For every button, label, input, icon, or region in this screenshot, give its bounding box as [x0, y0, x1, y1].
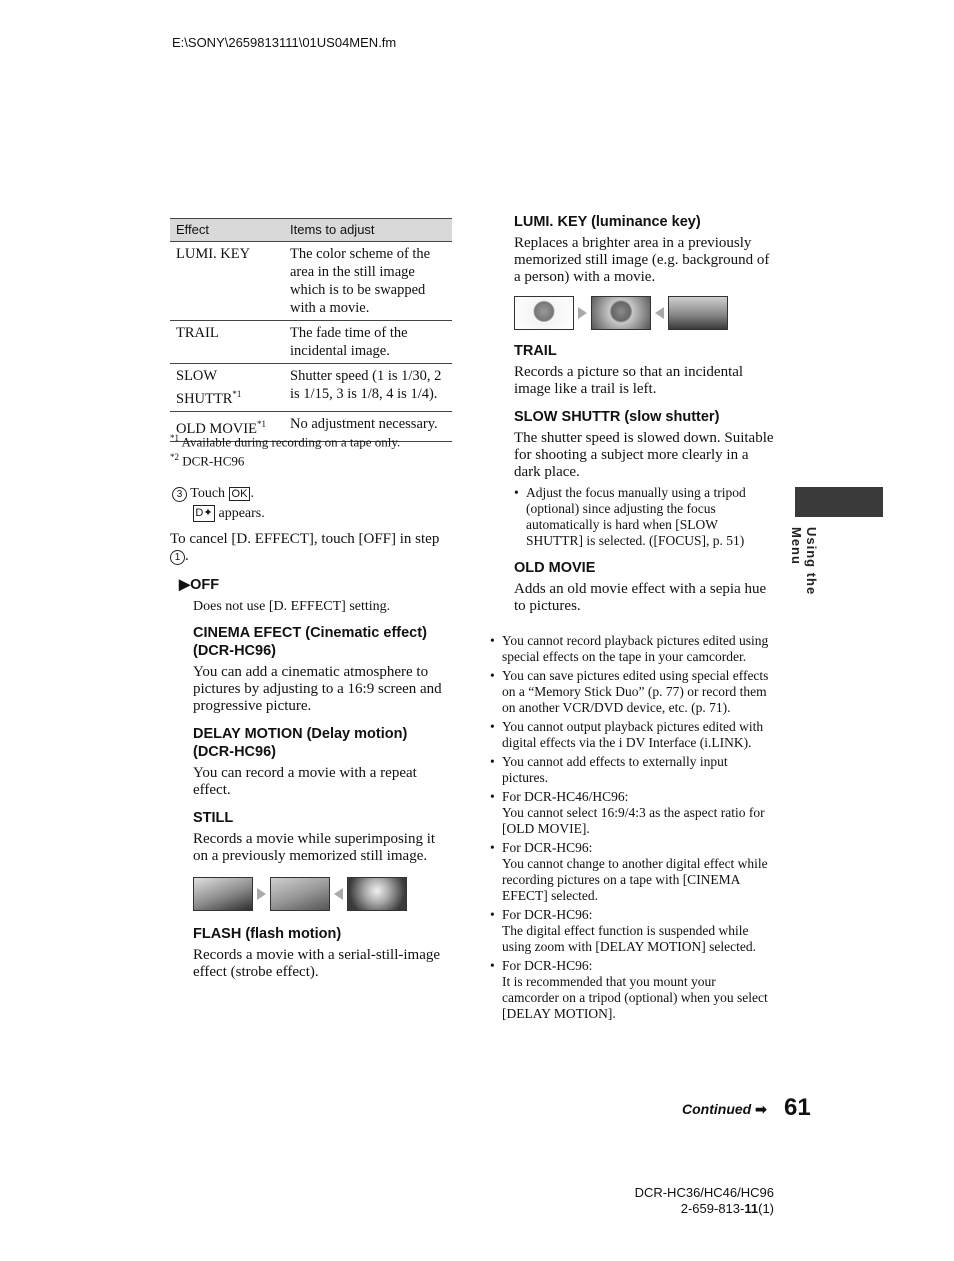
effect-name: SLOW SHUTTR: [176, 368, 233, 407]
list-item: • You cannot record playback pictures edited using special effects on the tape in your camcorder.: [490, 633, 775, 665]
section-heading-cinema: CINEMA EFECT (Cinematic effect) (DCR-HC96): [193, 625, 427, 659]
section-text-trail: Records a picture so that an incidental image like a trail is left.: [514, 364, 744, 397]
side-tab-label: Using the Menu: [789, 527, 819, 596]
still-example-images: [193, 877, 451, 911]
combined-image-thumbnail: [270, 877, 330, 911]
effect-items: The color scheme of the area in the still image which is to be swapped with a movie.: [284, 242, 452, 321]
right-effects-list: [514, 213, 776, 615]
effect-name: OLD MOVIE: [176, 420, 257, 437]
ok-button-icon: OK: [229, 487, 251, 501]
section-text-off: Does not use [D. EFFECT] setting.: [193, 599, 391, 614]
effect-items: Shutter speed (1 is 1/30, 2 is 1/15, 3 is 1/8, 4 is 1/4).: [284, 364, 452, 412]
list-item: • You cannot add effects to externally input pictures.: [490, 754, 775, 786]
arrow-right-icon: ➡: [755, 1101, 767, 1117]
footnote-2: $^{*2}$ DCR-HC96: [170, 452, 245, 469]
footnote-mark: *1: [256, 418, 266, 429]
arrow-left-icon: [334, 888, 343, 900]
step-3-appears: D✦ appears.: [193, 505, 265, 522]
section-heading-off: ▶OFF: [179, 577, 220, 593]
effect-table: [170, 218, 452, 442]
page-number: 61: [784, 1094, 811, 1121]
section-text-cinema: You can add a cinematic atmosphere to pictures by adjusting to a 16:9 screen and progressive picture.: [193, 664, 442, 714]
list-item: • You cannot output playback pictures edited with digital effects via the i DV Interface (i.LINK).: [490, 719, 775, 751]
section-text-lumi-key: Replaces a brighter area in a previously memorized still image (e.g. background of a person) with a movie.: [514, 235, 770, 285]
effect-name: LUMI. KEY: [176, 246, 251, 262]
section-heading-delay: DELAY MOTION (Delay motion) (DCR-HC96): [193, 726, 408, 760]
portrait-image-thumbnail: [514, 296, 574, 330]
section-heading-flash: FLASH (flash motion): [193, 926, 342, 942]
section-heading-still: STILL: [193, 810, 234, 826]
movie-image-thumbnail: [347, 877, 407, 911]
section-text-old-movie: Adds an old movie effect with a sepia hue to pictures.: [514, 581, 767, 614]
column-header-effect: Effect: [170, 219, 284, 242]
step-number: 3: [172, 487, 187, 502]
section-text-still: Records a movie while superimposing it on a previously memorized still image.: [193, 831, 436, 864]
left-effects-list-2: [193, 624, 451, 981]
section-tab-marker: [795, 487, 883, 517]
section-heading-trail: TRAIL: [514, 343, 557, 359]
list-item: • Adjust the focus manually using a tripod (optional) since adjusting the focus automatically is hard when [SLOW SHUTTR] is selected. ([FOCUS], p. 51): [514, 485, 776, 549]
effect-name: TRAIL: [176, 325, 219, 341]
list-item: • For DCR-HC96: It is recommended that you mount your camcorder on a tripod (optional) when you select [DELAY MOTION].: [490, 958, 775, 1022]
list-item: • For DCR-HC96: The digital effect function is suspended while using zoom with [DELAY MOTION] selected.: [490, 907, 775, 955]
arrow-left-icon: [655, 307, 664, 319]
movie-image-thumbnail: [668, 296, 728, 330]
document-code: 2-659-813-11(1): [680, 1201, 774, 1216]
step-number: 1: [170, 550, 185, 565]
section-heading-slow-shuttr: SLOW SHUTTR (slow shutter): [514, 409, 720, 425]
lumi-key-example-images: [514, 296, 776, 330]
step-3: 3 Touch OK .: [172, 485, 254, 503]
effect-items: No adjustment necessary.: [284, 411, 452, 441]
arrow-right-icon: [257, 888, 266, 900]
continued-label: Continued ➡: [682, 1101, 767, 1117]
list-item: • You can save pictures edited using special effects on a “Memory Stick Duo” (p. 77) or record them on another VCR/DVD device, etc. (p. 71).: [490, 668, 775, 716]
effect-items: The fade time of the incidental image.: [284, 321, 452, 364]
table-row: [170, 364, 452, 412]
list-item: • For DCR-HC46/HC96: You cannot select 16:9/4:3 as the aspect ratio for [OLD MOVIE].: [490, 789, 775, 837]
table-header-row: [170, 219, 452, 242]
left-effects-list: [179, 576, 451, 615]
footnote-mark: *1: [232, 389, 242, 399]
digital-effect-icon: D✦: [193, 505, 215, 522]
notes-list: [490, 633, 775, 1025]
list-item: • For DCR-HC96: You cannot change to another digital effect while recording pictures on a tape with [CINEMA EFECT] selected.: [490, 840, 775, 904]
section-text-flash: Records a movie with a serial-still-image effect (strobe effect).: [193, 947, 441, 980]
section-heading-old-movie: OLD MOVIE: [514, 560, 596, 576]
combined-image-thumbnail: [591, 296, 651, 330]
column-header-items: Items to adjust: [284, 219, 452, 242]
model-number: DCR-HC36/HC46/HC96: [634, 1185, 774, 1200]
footnote-1: $^{*1}$ Available during recording on a tape only.: [170, 433, 401, 450]
table-row: [170, 321, 452, 364]
slow-shuttr-note: [514, 485, 776, 549]
header-file-path: E:\SONY\2659813111\01US04MEN.fm: [172, 35, 397, 50]
section-heading-lumi-key: LUMI. KEY (luminance key): [514, 214, 701, 230]
table-row: [170, 242, 452, 321]
section-text-slow-shuttr: The shutter speed is slowed down. Suitable for shooting a subject more clearly in a dark place.: [514, 430, 774, 480]
arrow-right-icon: [578, 307, 587, 319]
still-image-thumbnail: [193, 877, 253, 911]
cancel-instruction: To cancel [D. EFFECT], touch [OFF] in step 1 .: [170, 531, 440, 564]
section-text-delay: You can record a movie with a repeat effect.: [193, 765, 417, 798]
